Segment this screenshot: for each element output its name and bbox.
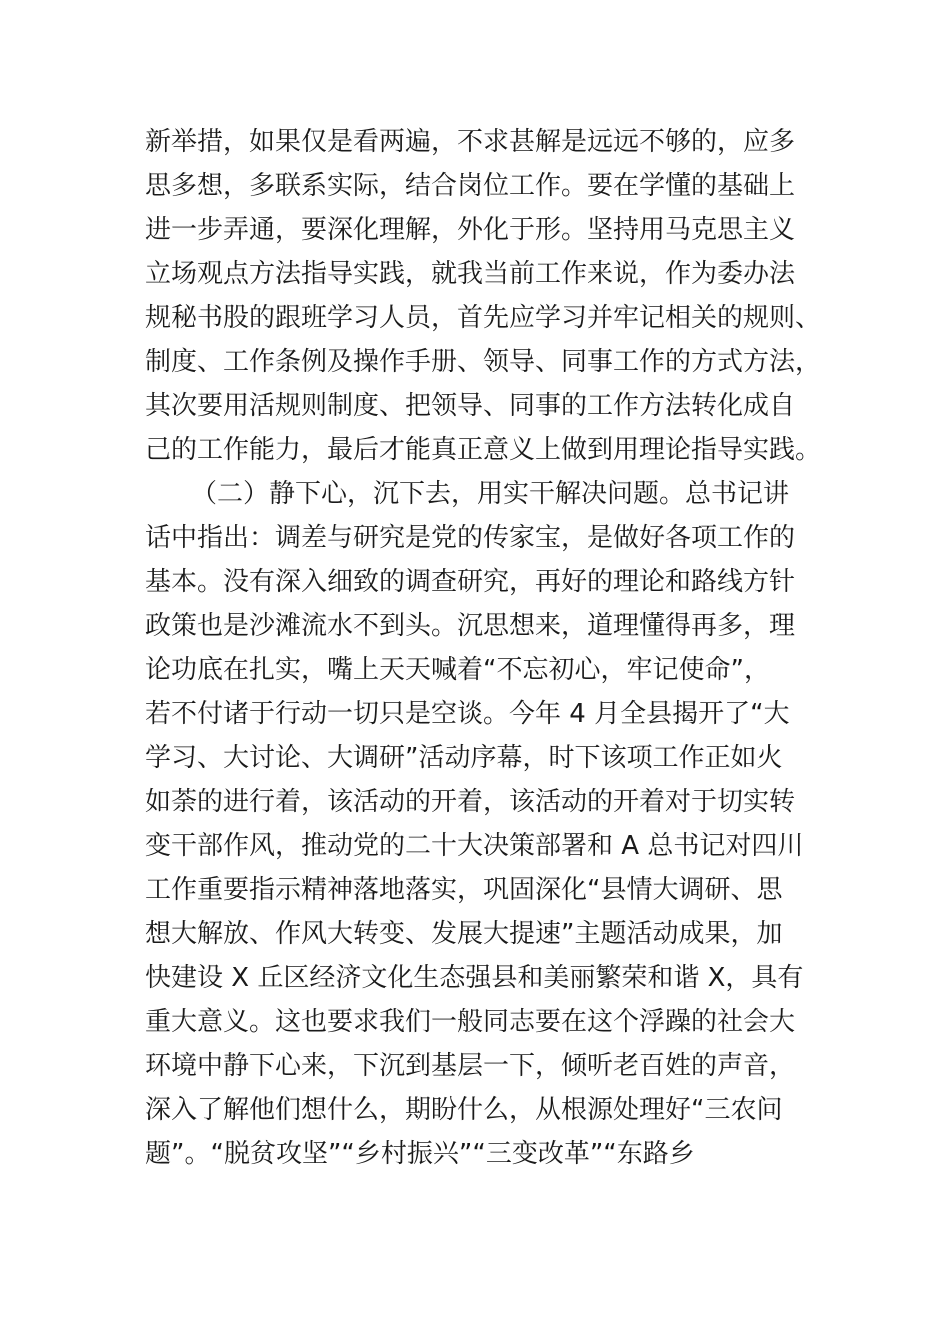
text-line: 基本。没有深入细致的调查研究，再好的理论和路线方针 [145, 567, 796, 597]
text-line: 制度、工作条例及操作手册、领导、同事工作的方式方法， [145, 347, 822, 377]
text-line: 变干部作风，推动党的二十大决策部署和 A 总书记对四川 [145, 831, 804, 861]
text-line: 学习、大讨论、大调研”活动序幕，时下该项工作正如火 [145, 743, 783, 773]
text-line: 题”。“脱贫攻坚”“乡村振兴”“三变改革”“东路乡 [145, 1139, 695, 1169]
text-line: 话中指出：调差与研究是党的传家宝，是做好各项工作的 [145, 523, 796, 553]
text-line: 政策也是沙滩流水不到头。沉思想来，道理懂得再多，理 [145, 611, 796, 641]
text-line: 己的工作能力，最后才能真正意义上做到用理论指导实践。 [145, 435, 822, 465]
text-line: 思多想，多联系实际，结合岗位工作。要在学懂的基础上 [145, 171, 796, 201]
text-line: 立场观点方法指导实践，就我当前工作来说，作为委办法 [145, 259, 796, 289]
body-text [145, 120, 825, 1176]
text-line: 如荼的进行着，该活动的开着，该活动的开着对于切实转 [145, 787, 796, 817]
text-line: 其次要用活规则制度、把领导、同事的工作方法转化成自 [145, 391, 796, 421]
text-line: 想大解放、作风大转变、发展大提速”主题活动成果，加 [145, 919, 783, 949]
text-line: 重大意义。这也要求我们一般同志要在这个浮躁的社会大 [145, 1007, 796, 1037]
text-line: 工作重要指示精神落地落实，巩固深化“县情大调研、思 [145, 875, 783, 905]
text-line: 环境中静下心来，下沉到基层一下，倾听老百姓的声音， [145, 1051, 796, 1081]
text-line: 若不付诸于行动一切只是空谈。今年 4 月全县揭开了“大 [145, 699, 790, 729]
text-line: 进一步弄通，要深化理解，外化于形。坚持用马克思主义 [145, 215, 796, 245]
text-line: 规秘书股的跟班学习人员，首先应学习并牢记相关的规则、 [145, 303, 822, 333]
section-heading-line: （二）静下心，沉下去，用实干解决问题。总书记讲 [191, 479, 790, 509]
text-line: 深入了解他们想什么，期盼什么，从根源处理好“三农问 [145, 1095, 783, 1125]
text-line: 快建设 X 丘区经济文化生态强县和美丽繁荣和谐 X，具有 [145, 963, 804, 993]
text-line: 论功底在扎实，嘴上天天喊着“不忘初心，牢记使命”， [145, 655, 770, 685]
text-line: 新举措，如果仅是看两遍，不求甚解是远远不够的，应多 [145, 127, 796, 157]
